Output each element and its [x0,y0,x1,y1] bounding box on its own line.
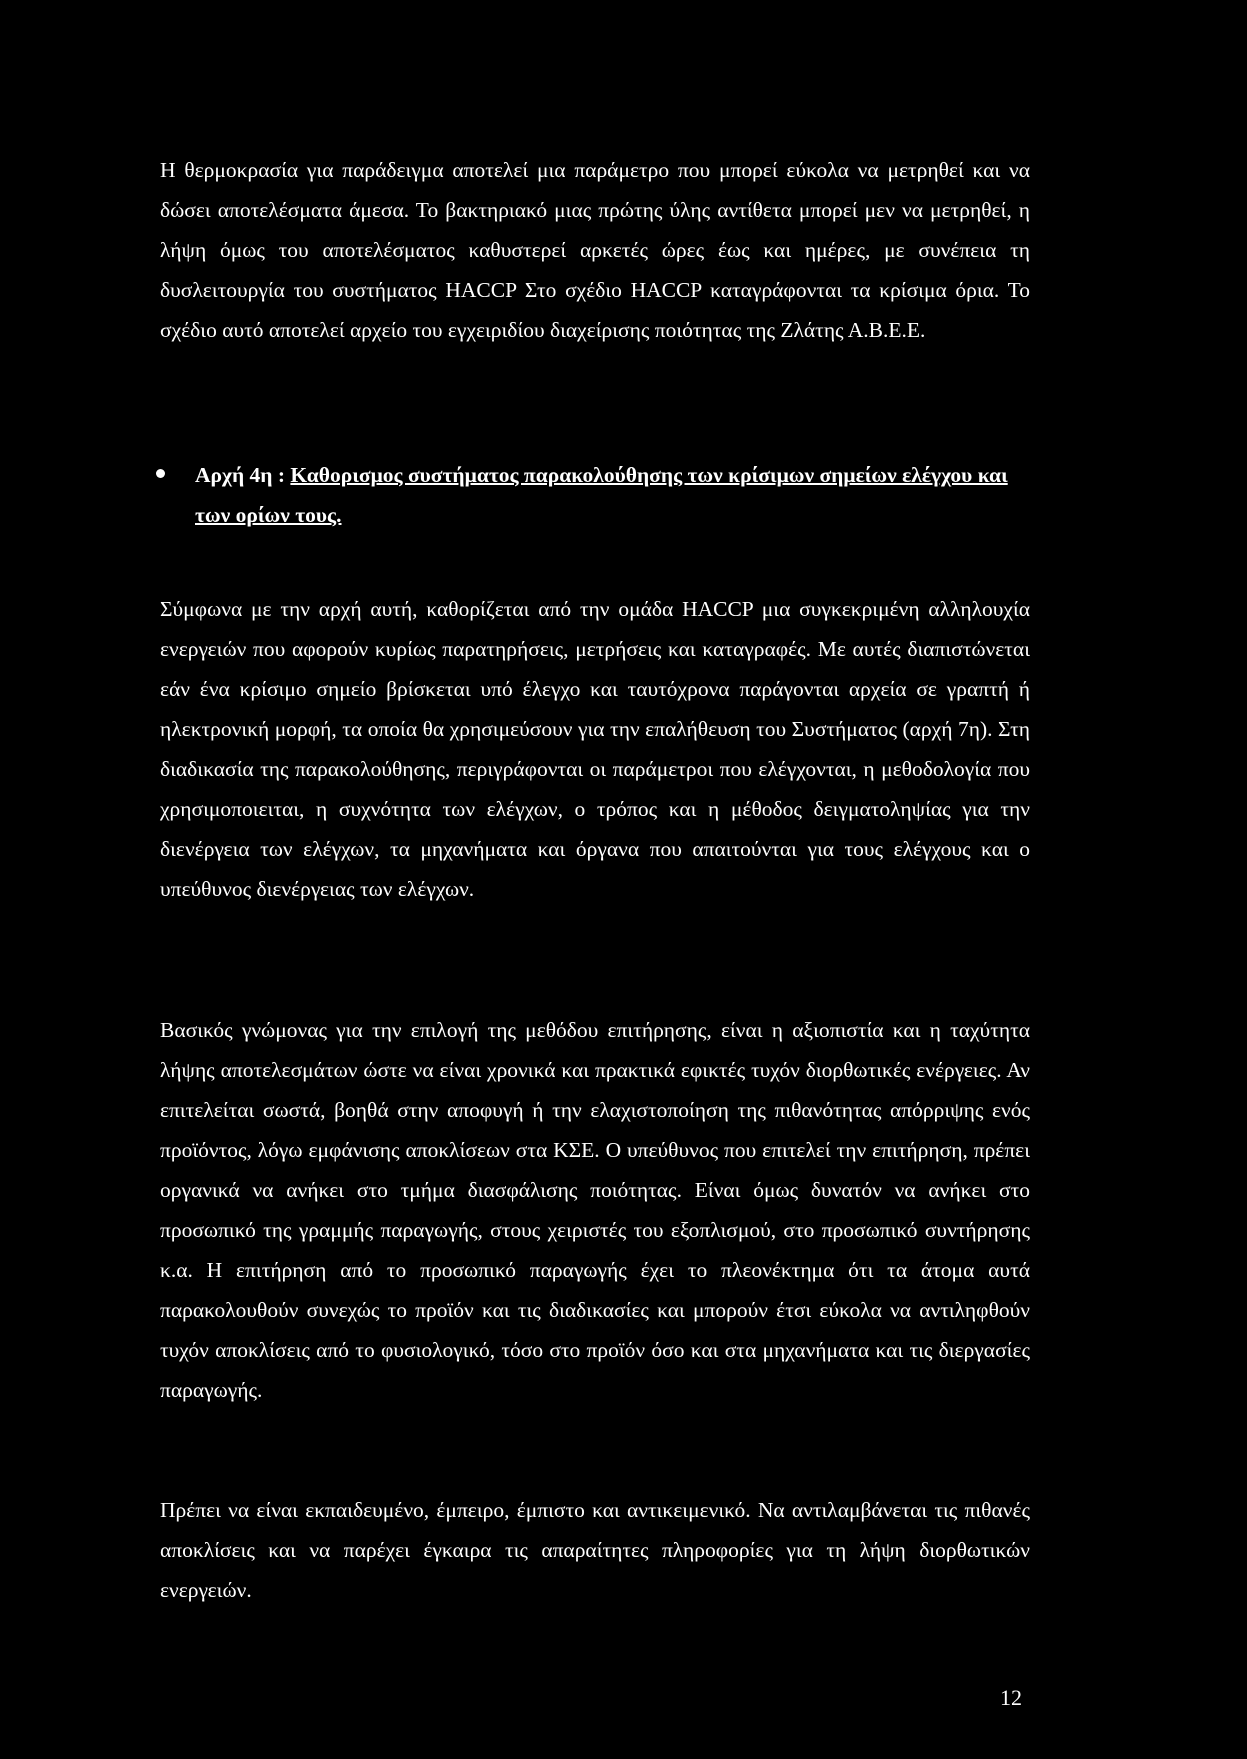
paragraph-monitoring-procedure: Σύμφωνα με την αρχή αυτή, καθορίζεται από την ομάδα HACCP μια συγκεκριμένη αλληλουχία ενεργειών που αφορούν κυρίως παρατηρήσεις, μετρήσεις και καταγραφές. Με αυτές διαπιστώνεται εάν ένα κρίσιμο σημείο βρίσκεται υπό έλεγχο και ταυτόχρονα παράγονται αρχεία σε γραπτή ή ηλεκτρονική μορφή, τα οποία θα χρησιμεύσουν για την επαλήθευση του Συστήματος (αρχή 7η). Στη διαδικασία της παρακολούθησης, περιγράφονται οι παράμετροι που ελέγχονται, η μεθοδολογία που χρησιμοποιειται, η συχνότητα των ελέγχων, ο τρόπος και η μέθοδος δειγματοληψίας για την διενέργεια των ελέγχων, τα μηχανήματα και όργανα που απαιτούνται για τους ελέγχους και ο υπεύθυνος διενέργειας των ελέγχων. [160,597,1030,901]
principle-number-label: Αρχή 4η : [195,463,291,487]
principle-4-text [148,455,1048,535]
bullet-icon [156,469,165,478]
paragraph-staff-requirements: Πρέπει να είναι εκπαιδευμένο, έμπειρο, έμπιστο και αντικειμενικό. Να αντιλαμβάνεται τις πιθανές αποκλίσεις και να παρέχει έγκαιρα τις απαραίτητες πληροφορίες για τη λήψη διορθωτικών ενεργειών. [160,1498,1030,1602]
paragraph-monitoring-method: Βασικός γνώμονας για την επιλογή της μεθόδου επιτήρησης, είναι η αξιοπιστία και η ταχύτητα λήψης αποτελεσμάτων ώστε να είναι χρονικά και πρακτικά εφικτές τυχόν διορθωτικές ενέργειες. Αν επιτελείται σωστά, βοηθά στην αποφυγή ή την ελαχιστοποίηση της πιθανότητας απόρριψης ενός προϊόντος, λόγω εμφάνισης αποκλίσεων στα ΚΣΕ. Ο υπεύθυνος που επιτελεί την επιτήρηση, πρέπει οργανικά να ανήκει στο τμήμα διασφάλισης ποιότητας. Είναι όμως δυνατόν να ανήκει στο προσωπικό της γραμμής παραγωγής, στους χειριστές του εξοπλισμού, στο προσωπικό συντήρησης κ.α. Η επιτήρηση από το προσωπικό παραγωγής έχει το πλεονέκτημα ότι τα άτομα αυτά παρακολουθούν συνεχώς το προϊόν και τις διαδικασίες και μπορούν έτσι εύκολα να αντιληφθούν τυχόν αποκλίσεις από το φυσιολογικό, τόσο στο προϊόν όσο και στα μηχανήματα και τις διεργασίες παραγωγής. [160,1018,1030,1402]
page-number: 12 [1000,1685,1022,1710]
principle-title: Καθορισμος συστήματος παρακολούθησης των κρίσιμων σημείων ελέγχου και των ορίων τους. [195,463,1008,527]
paragraph-temperature-monitoring: Η θερμοκρασία για παράδειγμα αποτελεί μια παράμετρο που μπορεί εύκολα να μετρηθεί και να δώσει αποτελέσματα άμεσα. Το βακτηριακό μιας πρώτης ύλης αντίθετα μπορεί μεν να μετρηθεί, η λήψη όμως του αποτελέσματος καθυστερεί αρκετές ώρες έως και ημέρες, με συνέπεια τη δυσλειτουργία του συστήματος HACCP Στο σχέδιο HACCP καταγράφονται τα κρίσιμα όρια. Το σχέδιο αυτό αποτελεί αρχείο του εγχειριδίου διαχείρισης ποιότητας της Ζλάτης Α.Β.Ε.Ε. [160,158,1030,342]
principle-4-heading [148,455,1048,535]
